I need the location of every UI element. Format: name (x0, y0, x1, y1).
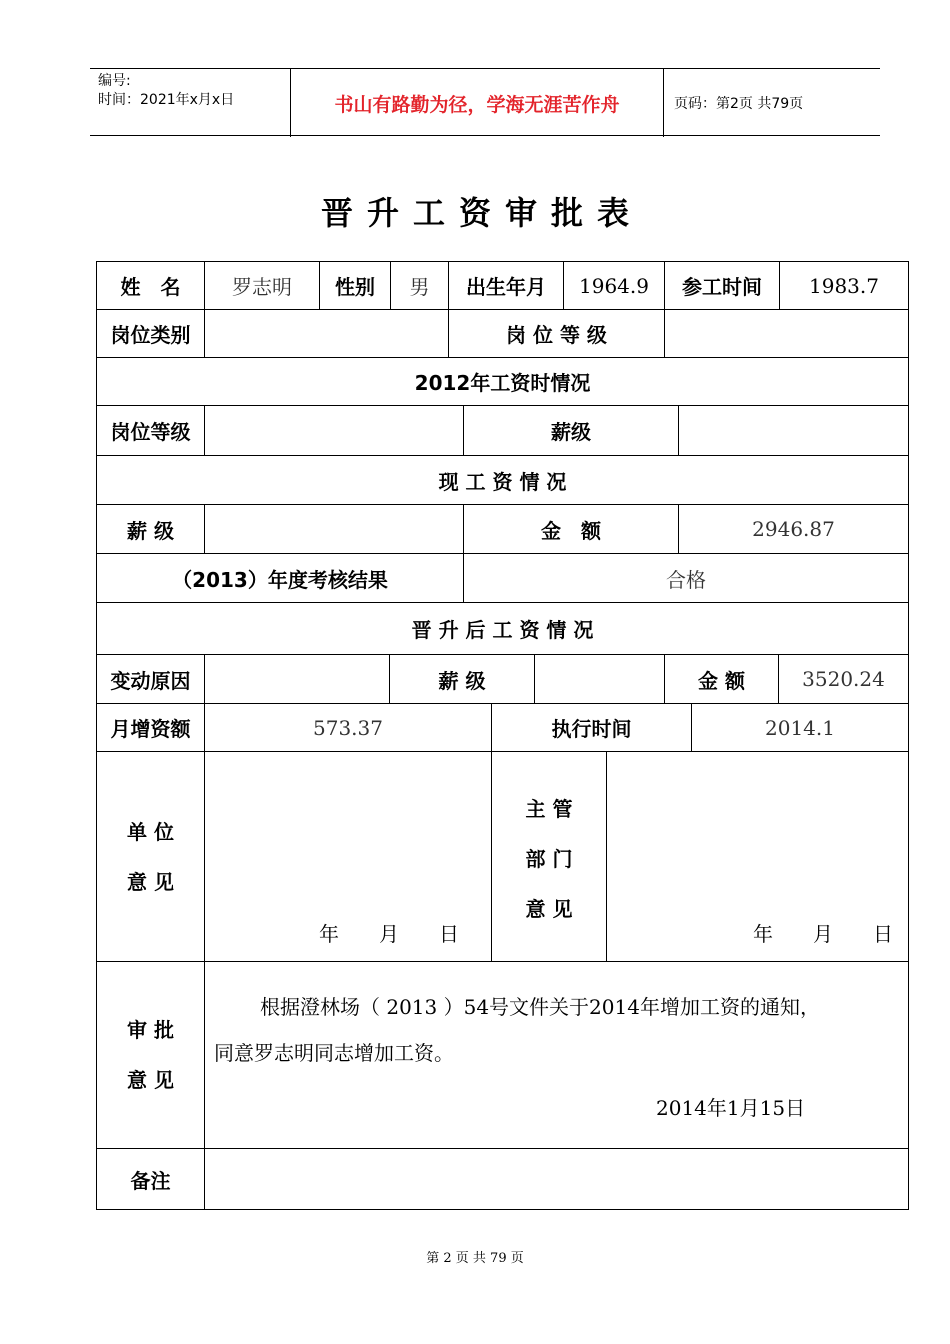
header-motto: 书山有路勤为径，学海无涯苦作舟 (290, 69, 664, 137)
salary-level-2012-value[interactable] (678, 405, 909, 456)
salary-level-2012-label: 薪级 (463, 405, 679, 456)
monthly-increase-label: 月增资额 (96, 703, 205, 752)
amount-current-value: 2946.87 (678, 504, 909, 554)
salary-level-current-label: 薪 级 (96, 504, 205, 554)
section-after-heading: 晋 升 后 工 资 情 况 (96, 602, 909, 655)
serial-label: 编号: (98, 73, 131, 89)
amount-after-value: 3520.24 (778, 654, 909, 704)
approval-text-line2: 同意罗志明同志增加工资。 (214, 1041, 454, 1065)
monthly-increase-value: 573.37 (204, 703, 492, 752)
header-page-info: 页码：第2页 共79页 (674, 96, 804, 112)
approval-label-line1: 审 批 (127, 1018, 174, 1042)
name-label: 姓 名 (96, 261, 205, 310)
unit-opinion-label (96, 751, 205, 962)
remarks-value[interactable] (204, 1148, 909, 1210)
effective-time-value: 2014.1 (691, 703, 909, 752)
remarks-label: 备注 (96, 1148, 205, 1210)
approval-date: 2014年1月15日 (656, 1096, 806, 1120)
unit-opinion-label-line1: 单 位 (127, 819, 174, 844)
post-type-value[interactable] (204, 309, 449, 358)
page-title: 晋升工资审批表 (320, 194, 643, 232)
birth-label: 出生年月 (448, 261, 564, 310)
dept-opinion-date: 年 月 日 (753, 922, 893, 946)
assessment-label: （2013）年度考核结果 (96, 553, 464, 603)
dept-opinion-label-line3: 意 见 (525, 897, 573, 921)
document-header (90, 68, 880, 136)
post-grade-label: 岗 位 等 级 (448, 309, 665, 358)
approval-text (214, 984, 904, 1076)
post-grade-2012-value[interactable] (204, 405, 464, 456)
dept-opinion-label-line1: 主 管 (525, 797, 573, 821)
section-2012-heading: 2012年工资时情况 (96, 357, 909, 406)
unit-opinion-date: 年 月 日 (319, 922, 459, 946)
dept-opinion-label-line2: 部 门 (525, 847, 573, 871)
salary-level-after-value[interactable] (534, 654, 665, 704)
post-grade-value[interactable] (664, 309, 909, 358)
name-value: 罗志明 (204, 261, 320, 310)
effective-time-label: 执行时间 (491, 703, 692, 752)
change-reason-value[interactable] (204, 654, 390, 704)
amount-after-label: 金 额 (664, 654, 779, 704)
approval-text-line1: 根据澄林场（ 2013 ）54号文件关于2014年增加工资的通知， (260, 995, 820, 1019)
salary-level-after-label: 薪 级 (389, 654, 535, 704)
approval-label (96, 961, 205, 1149)
page-footer: 第 2 页 共 79 页 (426, 1251, 524, 1266)
gender-label: 性别 (319, 261, 391, 310)
unit-opinion-box[interactable] (204, 751, 492, 962)
dept-opinion-box[interactable] (606, 751, 909, 962)
dept-opinion-label (491, 751, 607, 962)
work-start-label: 参工时间 (664, 261, 780, 310)
change-reason-label: 变动原因 (96, 654, 205, 704)
unit-opinion-label-line2: 意 见 (127, 869, 174, 894)
salary-level-current-value[interactable] (204, 504, 464, 554)
work-start-value: 1983.7 (779, 261, 909, 310)
approval-label-line2: 意 见 (127, 1068, 174, 1092)
assessment-value: 合格 (463, 553, 909, 603)
gender-value: 男 (390, 261, 449, 310)
post-grade-2012-label: 岗位等级 (96, 405, 205, 456)
amount-current-label: 金 额 (463, 504, 679, 554)
section-current-heading: 现 工 资 情 况 (96, 455, 909, 505)
time-label: 时间：2021年x月x日 (98, 92, 235, 108)
birth-value: 1964.9 (563, 261, 665, 310)
header-meta (90, 69, 290, 137)
post-type-label: 岗位类别 (96, 309, 205, 358)
